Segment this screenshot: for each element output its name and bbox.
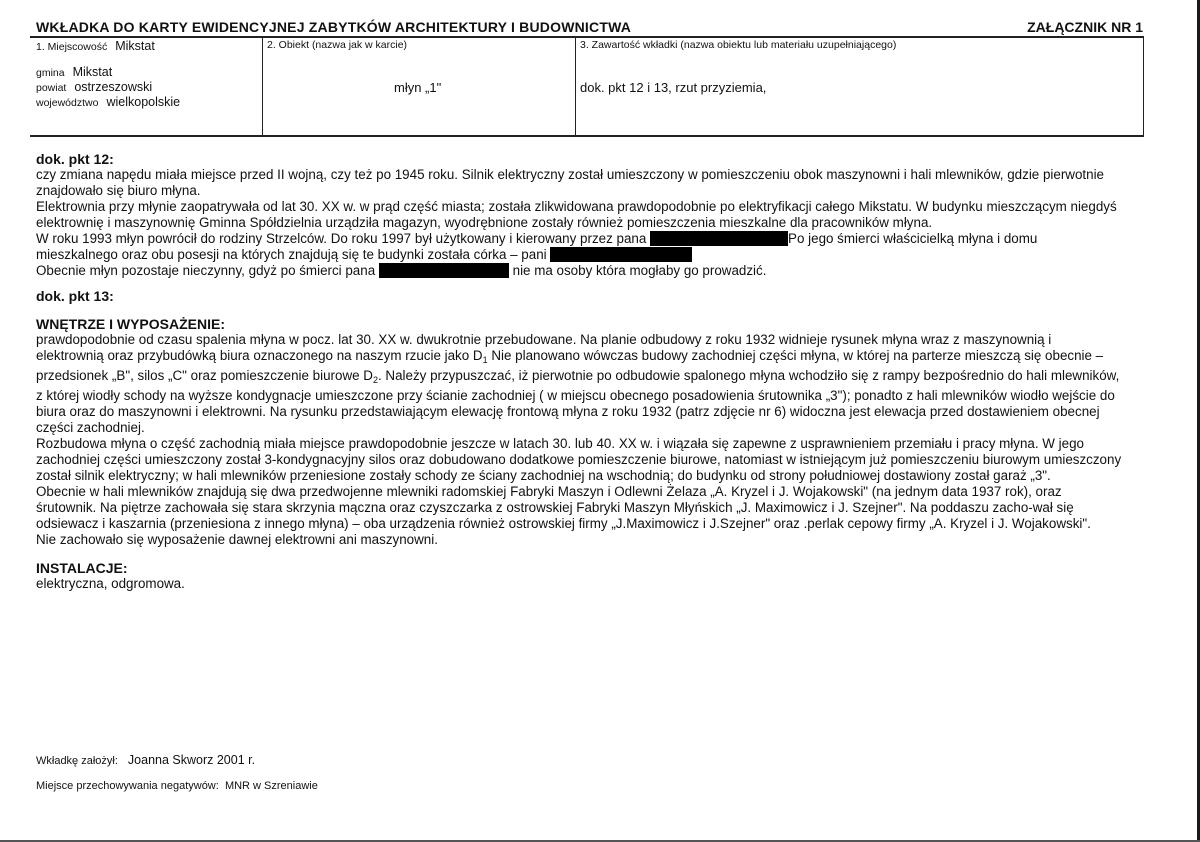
redaction-block bbox=[379, 263, 509, 278]
section12-heading: dok. pkt 12: bbox=[36, 151, 114, 167]
object-value: młyn „1" bbox=[394, 80, 442, 95]
voivodeship-field bbox=[36, 95, 180, 109]
redaction-block bbox=[550, 247, 692, 262]
voivodeship-value: wielkopolskie bbox=[106, 95, 181, 109]
author-value: Joanna Skworz 2001 r. bbox=[127, 753, 256, 767]
installations-text: elektryczna, odgromowa. bbox=[36, 576, 185, 591]
interior-paragraph-1 bbox=[36, 332, 1122, 436]
annex-number: ZAŁĄCZNIK NR 1 bbox=[1027, 19, 1143, 35]
object-label: 2. Obiekt (nazwa jak w karcie) bbox=[267, 39, 408, 51]
storage-line bbox=[36, 780, 318, 792]
gmina-label: gmina bbox=[36, 67, 65, 79]
location-value: Mikstat bbox=[115, 39, 155, 53]
section13-heading: dok. pkt 13: bbox=[36, 288, 114, 304]
storage-value: MNR w Szreniawie bbox=[224, 780, 318, 792]
powiat-field bbox=[36, 80, 152, 94]
document-title: WKŁADKA DO KARTY EWIDENCYJNEJ ZABYTKÓW ARCHITEKTURY I BUDOWNICTWA bbox=[36, 19, 632, 35]
author-line bbox=[36, 753, 255, 767]
interior-heading: WNĘTRZE I WYPOSAŻENIE: bbox=[36, 316, 225, 332]
section12-paragraph-3 bbox=[36, 231, 1122, 263]
powiat-value: ostrzeszowski bbox=[74, 80, 153, 94]
table-divider-1 bbox=[262, 36, 263, 136]
document-body bbox=[36, 151, 1122, 592]
voivodeship-label: województwo bbox=[36, 97, 99, 109]
section12-p4-start: Obecnie młyn pozostaje nieczynny, gdyż po śmierci pana bbox=[36, 263, 376, 278]
table-right-border bbox=[1143, 36, 1144, 136]
content-label: 3. Zawartość wkładki (nazwa obiektu lub materiału uzupełniającego) bbox=[580, 39, 897, 51]
powiat-label: powiat bbox=[36, 82, 67, 94]
subscript-2: 2 bbox=[372, 375, 378, 385]
redaction-block bbox=[650, 231, 788, 246]
content-value: dok. pkt 12 i 13, rzut przyziemia, bbox=[580, 80, 767, 95]
storage-label: Miejsce przechowywania negatywów: bbox=[36, 780, 219, 792]
gmina-field bbox=[36, 65, 112, 79]
location-field bbox=[36, 39, 155, 53]
section12-paragraph-2: Elektrownia przy młynie zaopatrywała od lat 30. XX w. w prąd część miasta; została zlikwidowana prawdopodobnie po elektryfikacji całego Mikstatu. W budynku mieszczącym niegdyś elektrownię i maszynownię Gminna Spółdzielnia urządziła magazyn, wyodrębnione zostały również pomieszczenia mieszkalne dla pracowników młyna. bbox=[36, 199, 1117, 230]
table-bottom-border bbox=[30, 135, 1144, 137]
interior-paragraph-3: Obecnie w hali mlewników znajdują się dwa przedwojenne mlewniki radomskiej Fabryki Maszyn i Odlewni Żelaza „A. Kryzel i J. Wojakowski" (na jednym data 1937 rok), oraz śrutownik. Na piętrze zachowała się stara skrzynia mączna oraz czyszczarka z ostrowskiej Fabryki Maszyn Młyńskich „J. Maximowicz i J. Szejner". Na poddaszu zacho-wał się odsiewacz i kaszarnia (przeniesiona z innego młyna) – oba urządzenia również ostrowskiej firmy „J.Maximowicz i J.Szejner" oraz .perlak cepowy firmy „A. Kryzel i J. Wojakowski". bbox=[36, 484, 1091, 531]
interior-paragraph-4: Nie zachowało się wyposażenie dawnej elektrowni ani maszynowni. bbox=[36, 532, 438, 547]
interior-paragraph-2: Rozbudowa młyna o część zachodnią miała miejsce prawdopodobnie jeszcze w latach 30. lub 40. XX w. i wiązała się zapewne z usprawnieniem przemiału i pracy młyna. W jego zachodniej części umieszczony został 3-kondygnacyjny silos oraz dobudowano dodatkowe pomieszczenie biurowe, natomiast w istniejącym już pomieszczeniu biurowym umieszczony został silnik elektryczny; w hali mlewników przeniesione zostały schody ze ściany zachodniej na wschodnią; do budynku od strony południowej dostawiony został garaż „3". bbox=[36, 436, 1122, 483]
interior-p1-part-a: prawdopodobnie od czasu spalenia młyna w pocz. lat 30. XX w. dwukrotnie przebudowane. Na planie odbudowy z roku 1932 widnieje rysunek młyna wraz z maszynownią i elektrownią oraz przybudówką biura oznaczonego na naszym rzucie jako D bbox=[36, 332, 1052, 363]
subscript-1: 1 bbox=[482, 355, 488, 365]
section12-paragraph-4 bbox=[36, 263, 1122, 279]
section12-paragraph-1: czy zmiana napędu miała miejsce przed II wojną, czy też po 1945 roku. Silnik elektryczny został umieszczony w pomieszczeniu obok maszynowni i hali mlewników, gdzie pierwotnie znajdowało się biuro młyna. bbox=[36, 167, 1105, 198]
gmina-value: Mikstat bbox=[72, 65, 113, 79]
location-label: 1. Miejscowość bbox=[36, 41, 108, 53]
interior-p1-part-c: . Należy przypuszczać, iż pierwotnie po odbudowie spalonego młyna wchodziło się z rampy bezpośrednio do hali mlewników, z której wiodły schody na wyższe kondygnacje umieszczone przy ścianie zachodniej ( w miejscu obecnego posadowienia śrutownika „3"); ponadto z hali mlewników wiodło wejście do biura oraz do maszynowni i elektrowni. Na rysunku przedstawiającym elewację frontową młyna z roku 1932 (patrz zdjęcie nr 6) widoczna jest elewacja przed dostawieniem obecnej części zachodniej. bbox=[36, 368, 1120, 435]
interior-p1-part-b: Nie planowano wówczas budowy zachodniej części młyna, w której na parterze mieszczą się obecnie – przedsionek „B", silos „C" oraz pomieszczenie biurowe D bbox=[36, 348, 1104, 383]
section12-p3-end: Po jego śmierci właścicielką młyna i domu mieszkalnego oraz obu posesji na których znajdują się te budynki została córka – pani bbox=[36, 231, 1038, 262]
section12-p4-end: nie ma osoby która mogłaby go prowadzić. bbox=[512, 263, 767, 278]
author-label: Wkładkę założył: bbox=[36, 755, 118, 767]
section12-p3-start: W roku 1993 młyn powrócił do rodziny Strzelców. Do roku 1997 był użytkowany i kierowany przez pana bbox=[36, 231, 647, 246]
installations-heading: INSTALACJE: bbox=[36, 560, 128, 576]
table-top-border bbox=[30, 36, 1144, 38]
table-divider-2 bbox=[575, 36, 576, 136]
